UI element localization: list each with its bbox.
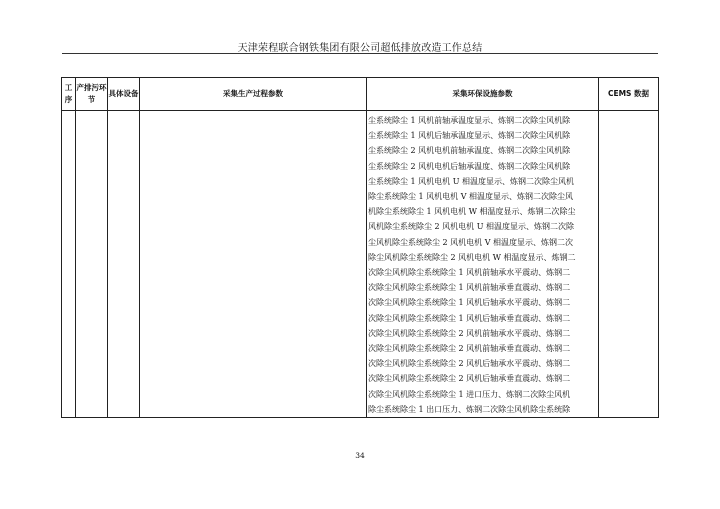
text-line: 次除尘风机除尘系统除尘 2 风机前轴承垂直震动、炼钢二 <box>368 344 571 354</box>
text-line: 次除尘风机除尘系统除尘 2 风机后轴承垂直震动、炼钢二 <box>368 374 571 384</box>
environmental-params-text <box>368 113 597 417</box>
column-header-process: 工序 <box>62 78 76 111</box>
text-line: 尘系统除尘 1 风机后轴承温度显示、炼钢二次除尘风机除 <box>368 131 571 141</box>
text-line: 尘风机除尘系统除尘 2 风机电机 V 相温度显示、炼钢二次 <box>368 237 574 247</box>
text-line: 次除尘风机除尘系统除尘 1 风机后轴承水平震动、炼钢二 <box>368 298 571 308</box>
text-line: 尘系统除尘 2 风机电机后轴承温度、炼钢二次除尘风机除 <box>368 161 571 171</box>
text-line: 除尘系统除尘 1 出口压力、炼钢二次除尘风机除尘系统除 <box>368 404 571 414</box>
column-header-environmental-params: 采集环保设施参数 <box>367 78 599 111</box>
header-divider <box>62 53 658 54</box>
text-line: 次除尘风机除尘系统除尘 2 风机前轴承水平震动、炼钢二 <box>368 328 571 338</box>
cell-environmental-params <box>367 111 599 418</box>
text-line: 除尘系统除尘 1 风机电机 V 相温度显示、炼钢二次除尘风 <box>368 192 574 202</box>
text-line: 尘系统除尘 1 风机电机 U 相温度显示、炼钢二次除尘风机 <box>368 176 575 186</box>
text-line: 风机除尘系统除尘 2 风机电机 U 相温度显示、炼钢二次除 <box>368 222 575 232</box>
cell-process <box>62 111 76 418</box>
column-header-emission-stage: 产排污环节 <box>76 78 108 111</box>
document-header-title: 天津荣程联合钢铁集团有限公司超低排放改造工作总结 <box>237 43 483 54</box>
text-line: 机除尘系统除尘 1 风机电机 W 相温度显示、炼钢二次除尘 <box>368 207 576 217</box>
parameters-table <box>61 77 659 418</box>
text-line: 次除尘风机除尘系统除尘 2 风机后轴承水平震动、炼钢二 <box>368 359 571 369</box>
text-line: 次除尘风机除尘系统除尘 1 进口压力、炼钢二次除尘风机 <box>368 389 571 399</box>
text-line: 尘系统除尘 2 风机电机前轴承温度、炼钢二次除尘风机除 <box>368 146 571 156</box>
column-header-production-params: 采集生产过程参数 <box>140 78 367 111</box>
text-line: 除尘风机除尘系统除尘 2 风机电机 W 相温度显示、炼钢二 <box>368 252 576 262</box>
cell-emission-stage <box>76 111 108 418</box>
cell-equipment <box>108 111 140 418</box>
text-line: 次除尘风机除尘系统除尘 1 风机前轴承水平震动、炼钢二 <box>368 268 571 278</box>
text-line: 尘系统除尘 1 风机前轴承温度显示、炼钢二次除尘风机除 <box>368 116 571 125</box>
column-header-equipment: 具体设备 <box>108 78 140 111</box>
cell-cems <box>599 111 659 418</box>
text-line: 次除尘风机除尘系统除尘 1 风机后轴承垂直震动、炼钢二 <box>368 313 571 323</box>
table-header-row <box>62 78 659 111</box>
column-header-cems: CEMS 数据 <box>599 78 659 111</box>
cell-production-params <box>140 111 367 418</box>
table-row <box>62 111 659 418</box>
text-line: 次除尘风机除尘系统除尘 1 风机前轴承垂直震动、炼钢二 <box>368 283 571 293</box>
page-number: 34 <box>355 451 365 460</box>
